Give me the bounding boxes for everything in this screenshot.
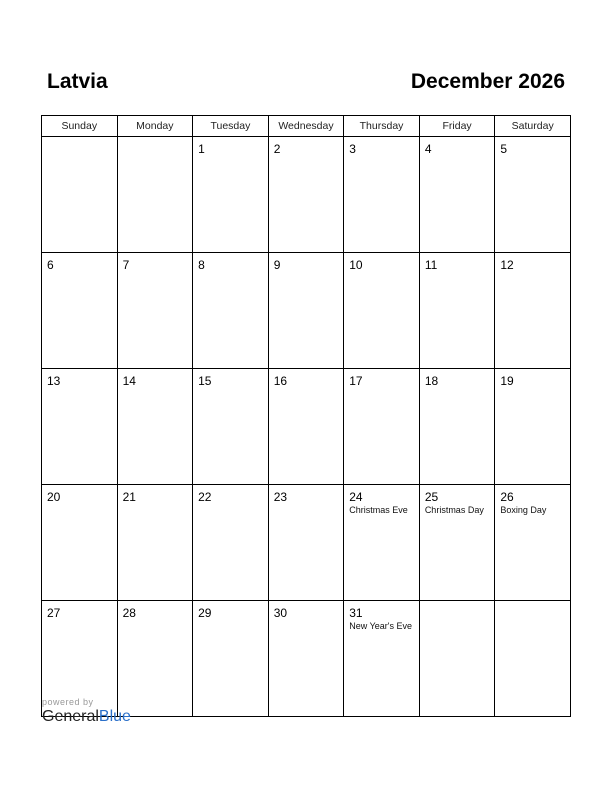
calendar-header xyxy=(41,70,571,100)
day-cell xyxy=(193,137,269,253)
weekday-thursday: Thursday xyxy=(344,116,420,137)
day-number: 3 xyxy=(349,142,356,156)
empty-day-cell xyxy=(117,137,193,253)
day-cell xyxy=(42,253,118,369)
week-row xyxy=(42,253,571,369)
day-cell xyxy=(42,485,118,601)
day-cell xyxy=(495,485,571,601)
day-cell xyxy=(419,253,495,369)
day-number: 2 xyxy=(273,142,281,156)
day-cell xyxy=(117,253,193,369)
day-number: 26 xyxy=(500,490,514,504)
day-cell xyxy=(495,369,571,485)
day-cell xyxy=(268,137,344,253)
weekday-sunday: Sunday xyxy=(42,116,118,137)
day-number: 30 xyxy=(273,606,288,620)
day-number: 8 xyxy=(198,258,205,272)
day-number: 28 xyxy=(122,606,136,620)
day-number: 23 xyxy=(273,490,288,504)
weekday-header-row xyxy=(42,116,571,137)
day-number: 6 xyxy=(47,258,54,272)
weekday-tuesday: Tuesday xyxy=(193,116,269,137)
brand-blue: Blue xyxy=(98,708,131,725)
weekday-friday: Friday xyxy=(419,116,495,137)
day-number: 15 xyxy=(198,374,212,388)
day-cell xyxy=(117,485,193,601)
holiday-label: New Year's Eve xyxy=(349,621,413,631)
day-cell xyxy=(495,137,571,253)
weekday-monday: Monday xyxy=(117,116,193,137)
day-cell xyxy=(268,369,344,485)
generalblue-logo xyxy=(42,708,131,726)
day-cell xyxy=(193,253,269,369)
day-cell xyxy=(419,369,495,485)
day-cell xyxy=(193,485,269,601)
day-number: 22 xyxy=(198,490,212,504)
day-cell xyxy=(268,485,344,601)
weekday-wednesday: Wednesday xyxy=(268,116,344,137)
holiday-label: Christmas Day xyxy=(424,505,484,515)
day-cell xyxy=(268,601,344,717)
day-cell xyxy=(495,253,571,369)
day-cell xyxy=(268,253,344,369)
day-cell xyxy=(42,369,118,485)
day-number: 5 xyxy=(500,142,508,156)
day-cell xyxy=(193,601,269,717)
week-row xyxy=(42,369,571,485)
day-number: 20 xyxy=(47,490,61,504)
day-cell xyxy=(344,369,420,485)
powered-by-text: powered by xyxy=(42,697,94,707)
day-cell xyxy=(344,601,420,717)
day-number: 16 xyxy=(273,374,288,388)
day-number: 18 xyxy=(424,374,439,388)
day-number: 27 xyxy=(47,606,61,620)
day-number: 4 xyxy=(424,142,432,156)
country-title: Latvia xyxy=(47,70,108,93)
footer-branding xyxy=(42,697,131,726)
day-number: 21 xyxy=(122,490,136,504)
week-row xyxy=(42,485,571,601)
day-cell xyxy=(193,369,269,485)
brand-general: General xyxy=(42,708,99,725)
day-number: 13 xyxy=(47,374,61,388)
day-number: 17 xyxy=(349,374,363,388)
day-number: 12 xyxy=(500,258,514,272)
day-number: 11 xyxy=(424,258,438,272)
day-cell xyxy=(344,485,420,601)
day-number: 10 xyxy=(349,258,363,272)
day-number: 24 xyxy=(349,490,363,504)
day-cell xyxy=(344,137,420,253)
weekday-saturday: Saturday xyxy=(495,116,571,137)
day-cell xyxy=(344,253,420,369)
day-cell xyxy=(117,369,193,485)
day-number: 29 xyxy=(198,606,212,620)
day-number: 31 xyxy=(349,606,363,620)
day-number: 7 xyxy=(122,258,130,272)
day-number: 14 xyxy=(122,374,136,388)
day-number: 25 xyxy=(424,490,439,504)
holiday-label: Boxing Day xyxy=(500,505,547,515)
empty-day-cell xyxy=(419,601,495,717)
day-cell xyxy=(419,485,495,601)
empty-day-cell xyxy=(495,601,571,717)
week-row xyxy=(42,137,571,253)
holiday-label: Christmas Eve xyxy=(349,505,408,515)
day-cell xyxy=(419,137,495,253)
day-number: 19 xyxy=(500,374,514,388)
day-number: 1 xyxy=(198,142,205,156)
empty-day-cell xyxy=(42,137,118,253)
month-title: December 2026 xyxy=(410,70,565,93)
calendar-grid xyxy=(41,115,571,717)
day-number: 9 xyxy=(273,258,281,272)
